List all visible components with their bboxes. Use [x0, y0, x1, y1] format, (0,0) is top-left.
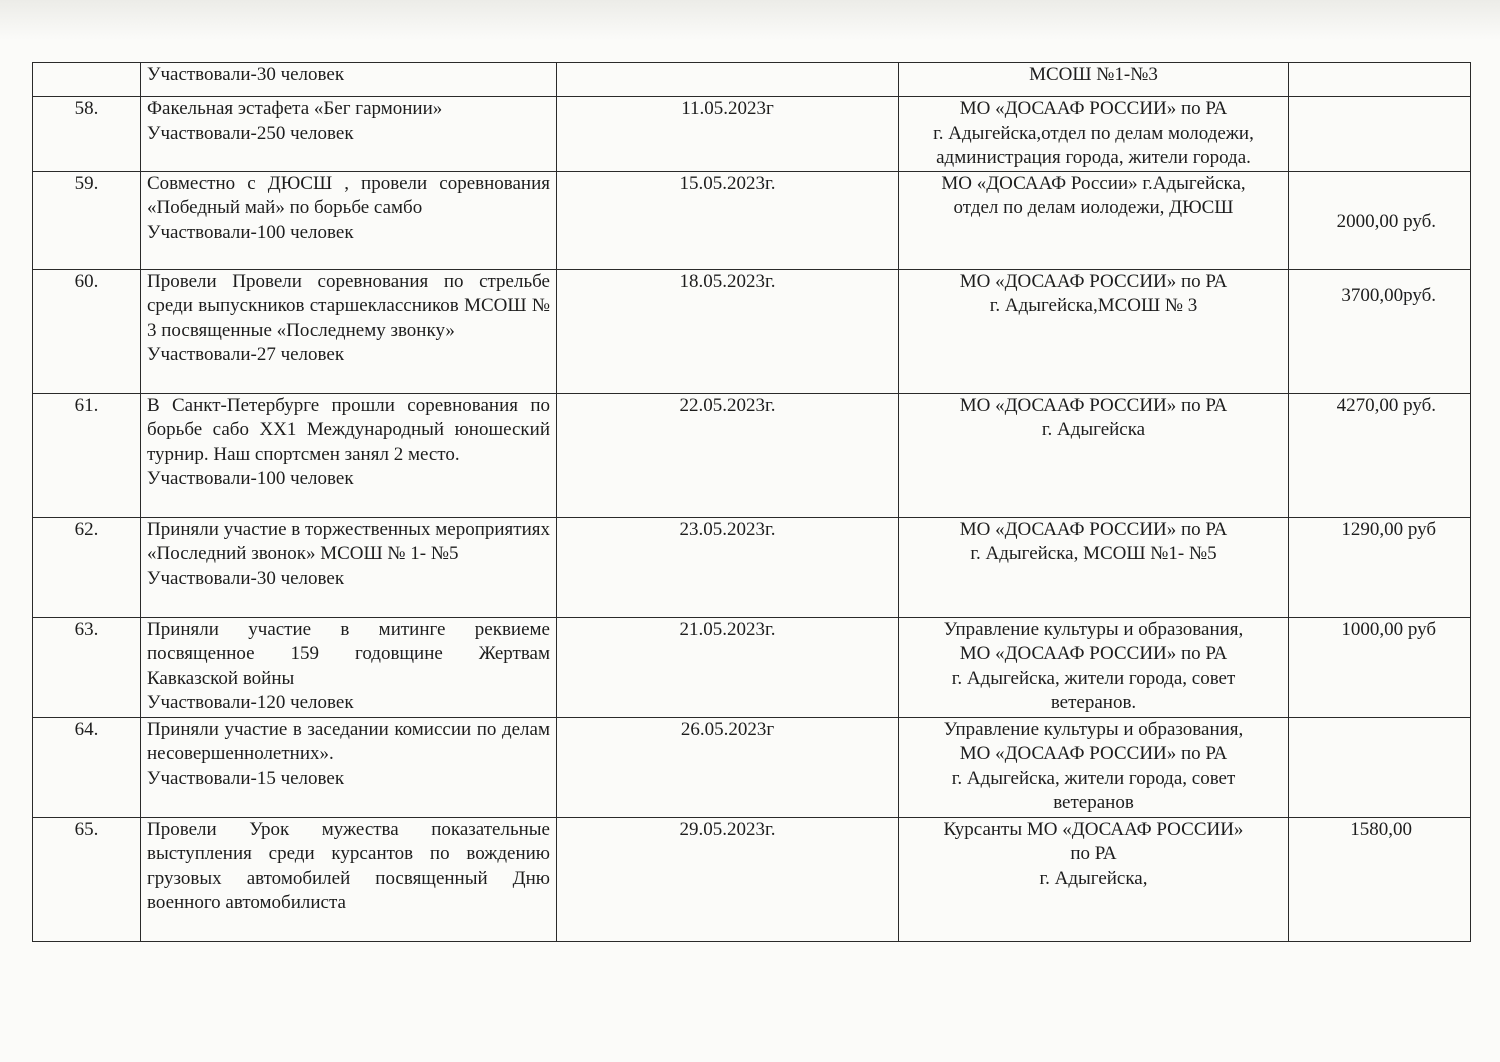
event-cost: [1289, 617, 1471, 717]
event-description: Провели Провели соревнования по стрельбе среди выпускников старшеклассников МСОШ № 3 посвященные «Последнему звонку» Участвовали-27 человек: [141, 269, 557, 393]
event-cost-value: 4270,00 руб.: [1336, 394, 1436, 416]
event-cost: [1289, 63, 1471, 97]
row-number: 63.: [33, 617, 141, 717]
event-cost-value: 3700,00руб.: [1341, 284, 1436, 306]
table-row: [33, 517, 1471, 617]
event-description: Приняли участие в торжественных мероприятиях «Последний звонок» МСОШ № 1- №5 Участвовали-30 человек: [141, 517, 557, 617]
event-organizers: Управление культуры и образования, МО «ДОСААФ РОССИИ» по РА г. Адыгейска, жители города, совет ветеранов: [899, 717, 1289, 817]
row-number: 62.: [33, 517, 141, 617]
page-top-shadow: [0, 0, 1500, 40]
event-cost-value: 1580,00: [1350, 818, 1412, 840]
event-date: [557, 63, 899, 97]
table-row: [33, 63, 1471, 97]
event-organizers: МСОШ №1-№3: [899, 63, 1289, 97]
table-row: [33, 171, 1471, 269]
row-number: 60.: [33, 269, 141, 393]
event-description: В Санкт-Петербурге прошли соревнования по борьбе сабо XX1 Международный юношеский турнир. Наш спортсмен занял 2 место. Участвовали-100 человек: [141, 393, 557, 517]
row-number: [33, 63, 141, 97]
event-date: 22.05.2023г.: [557, 393, 899, 517]
table-row: [33, 817, 1471, 941]
event-cost: [1289, 517, 1471, 617]
row-number: 64.: [33, 717, 141, 817]
event-description: Совместно с ДЮСШ , провели соревнования «Победный май» по борьбе самбо Участвовали-100 человек: [141, 171, 557, 269]
events-table: [32, 62, 1471, 942]
event-description: Провели Урок мужества показательные выступления среди курсантов по вождению грузовых автомобилей посвященный Дню военного автомобилиста: [141, 817, 557, 941]
event-date: 18.05.2023г.: [557, 269, 899, 393]
event-cost: [1289, 393, 1471, 517]
event-cost-value: 2000,00 руб.: [1336, 210, 1436, 232]
event-cost-value: 1290,00 руб: [1341, 518, 1436, 540]
event-cost-value: 1000,00 руб: [1341, 618, 1436, 640]
row-number: 65.: [33, 817, 141, 941]
event-organizers: МО «ДОСААФ РОССИИ» по РА г. Адыгейска: [899, 393, 1289, 517]
event-date: 15.05.2023г.: [557, 171, 899, 269]
event-description: Приняли участие в митинге реквиеме посвященное 159 годовщине Жертвам Кавказской войны Участвовали-120 человек: [141, 617, 557, 717]
event-organizers: Курсанты МО «ДОСААФ РОССИИ» по РА г. Адыгейска,: [899, 817, 1289, 941]
event-cost: [1289, 817, 1471, 941]
event-organizers: МО «ДОСААФ России» г.Адыгейска, отдел по делам иолодежи, ДЮСШ: [899, 171, 1289, 269]
event-date: 11.05.2023г: [557, 97, 899, 172]
table-row: [33, 717, 1471, 817]
event-date: 26.05.2023г: [557, 717, 899, 817]
event-organizers: МО «ДОСААФ РОССИИ» по РА г. Адыгейска, МСОШ №1- №5: [899, 517, 1289, 617]
row-number: 58.: [33, 97, 141, 172]
event-organizers: МО «ДОСААФ РОССИИ» по РА г. Адыгейска,отдел по делам молодежи, администрация города, жители города.: [899, 97, 1289, 172]
event-description: Приняли участие в заседании комиссии по делам несовершеннолетних». Участвовали-15 человек: [141, 717, 557, 817]
table-row: [33, 97, 1471, 172]
event-cost: [1289, 269, 1471, 393]
table-row: [33, 617, 1471, 717]
table-row: [33, 269, 1471, 393]
event-cost: [1289, 171, 1471, 269]
row-number: 59.: [33, 171, 141, 269]
event-cost: [1289, 717, 1471, 817]
event-description: Факельная эстафета «Бег гармонии» Участвовали-250 человек: [141, 97, 557, 172]
event-date: 21.05.2023г.: [557, 617, 899, 717]
event-date: 29.05.2023г.: [557, 817, 899, 941]
event-date: 23.05.2023г.: [557, 517, 899, 617]
table-row: [33, 393, 1471, 517]
row-number: 61.: [33, 393, 141, 517]
event-cost: [1289, 97, 1471, 172]
event-description: Участвовали-30 человек: [141, 63, 557, 97]
event-organizers: МО «ДОСААФ РОССИИ» по РА г. Адыгейска,МСОШ № 3: [899, 269, 1289, 393]
event-organizers: Управление культуры и образования, МО «ДОСААФ РОССИИ» по РА г. Адыгейска, жители города, совет ветеранов.: [899, 617, 1289, 717]
